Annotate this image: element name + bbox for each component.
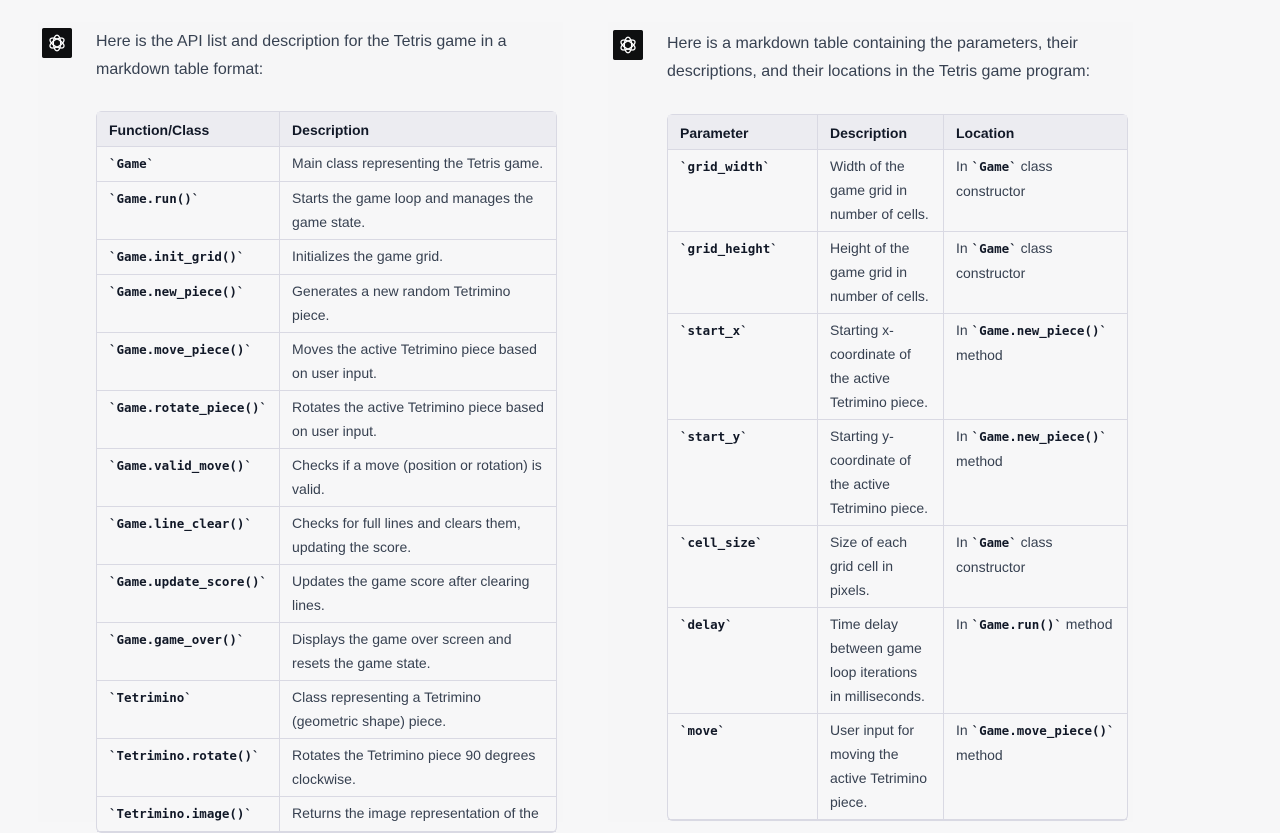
- description-cell: Rotates the Tetrimino piece 90 degrees clockwise.: [279, 739, 556, 797]
- location-cell: [943, 714, 1127, 820]
- location-suffix: class constructor: [956, 158, 1053, 199]
- inline-code: `grid_height`: [680, 241, 778, 256]
- function-name-cell: [97, 147, 279, 182]
- api-table: [96, 111, 557, 833]
- inline-code: `start_x`: [680, 323, 748, 338]
- table-row: [97, 449, 556, 507]
- inline-code: `Game`: [971, 535, 1017, 550]
- description-cell: Rotates the active Tetrimino piece based on user input.: [279, 391, 556, 449]
- column-header: Parameter: [668, 115, 817, 150]
- table-row: [97, 147, 556, 182]
- inline-code: `Game.move_piece()`: [971, 723, 1115, 738]
- parameter-cell: [668, 232, 817, 314]
- column-header: Location: [943, 115, 1127, 150]
- parameters-table: [667, 114, 1128, 821]
- column-header: Description: [817, 115, 943, 150]
- location-prefix: In: [956, 428, 972, 444]
- message-intro: Here is a markdown table containing the parameters, their descriptions, and their locations in the Tetris game program:: [667, 35, 1091, 80]
- location-cell: [943, 150, 1127, 232]
- inline-code: `delay`: [680, 617, 733, 632]
- table-row: [97, 507, 556, 565]
- inline-code: `Game.rotate_piece()`: [109, 400, 268, 415]
- location-suffix: class constructor: [956, 534, 1053, 575]
- description-cell: Size of each grid cell in pixels.: [817, 526, 943, 608]
- inline-code: `Tetrimino.rotate()`: [109, 748, 260, 763]
- description-cell: Moves the active Tetrimino piece based on user input.: [279, 333, 556, 391]
- location-suffix: method: [1061, 616, 1113, 632]
- table-row: [97, 565, 556, 623]
- inline-code: `grid_width`: [680, 159, 771, 174]
- inline-code: `cell_size`: [680, 535, 763, 550]
- description-cell: Checks if a move (position or rotation) is valid.: [279, 449, 556, 507]
- location-suffix: class constructor: [956, 240, 1053, 281]
- description-cell: Displays the game over screen and resets the game state.: [279, 623, 556, 681]
- table-row: [97, 182, 556, 240]
- function-name-cell: [97, 391, 279, 449]
- assistant-avatar: [613, 30, 643, 60]
- inline-code: `Game.new_piece()`: [109, 284, 245, 299]
- inline-code: `Game`: [971, 159, 1017, 174]
- location-prefix: In: [956, 534, 972, 550]
- message-intro: Here is the API list and description for the Tetris game in a markdown table format:: [96, 33, 507, 78]
- inline-code: `Game.valid_move()`: [109, 458, 252, 473]
- location-cell: [943, 420, 1127, 526]
- table-row: [97, 623, 556, 681]
- table-row: [97, 739, 556, 797]
- function-name-cell: [97, 797, 279, 832]
- inline-code: `Game.run()`: [109, 191, 200, 206]
- function-name-cell: [97, 333, 279, 391]
- description-cell: Checks for full lines and clears them, updating the score.: [279, 507, 556, 565]
- description-cell: Returns the image representation of the: [279, 797, 556, 832]
- table-row: [668, 420, 1127, 526]
- assistant-message-left: [38, 22, 563, 822]
- table-header-row: [97, 112, 556, 147]
- parameter-cell: [668, 714, 817, 820]
- table-row: [97, 333, 556, 391]
- table-row: [97, 240, 556, 275]
- function-name-cell: [97, 275, 279, 333]
- description-cell: Height of the game grid in number of cells.: [817, 232, 943, 314]
- inline-code: `Game.game_over()`: [109, 632, 245, 647]
- table-row: [668, 314, 1127, 420]
- parameter-cell: [668, 420, 817, 526]
- parameter-cell: [668, 608, 817, 714]
- location-cell: [943, 608, 1127, 714]
- inline-code: `Game.init_grid()`: [109, 249, 245, 264]
- openai-logo-icon: [617, 34, 639, 56]
- description-cell: Main class representing the Tetris game.: [279, 147, 556, 182]
- inline-code: `Game`: [109, 156, 155, 171]
- parameter-cell: [668, 314, 817, 420]
- inline-code: `Tetrimino.image()`: [109, 806, 252, 821]
- inline-code: `start_y`: [680, 429, 748, 444]
- function-name-cell: [97, 565, 279, 623]
- inline-code: `Game`: [971, 241, 1017, 256]
- location-cell: [943, 526, 1127, 608]
- table-row: [97, 391, 556, 449]
- location-suffix: method: [956, 747, 1003, 763]
- function-name-cell: [97, 739, 279, 797]
- function-name-cell: [97, 507, 279, 565]
- table-row: [97, 681, 556, 739]
- inline-code: `Game.line_clear()`: [109, 516, 252, 531]
- function-name-cell: [97, 681, 279, 739]
- function-name-cell: [97, 449, 279, 507]
- assistant-avatar: [42, 28, 72, 58]
- description-cell: Width of the game grid in number of cells.: [817, 150, 943, 232]
- description-cell: Starting x-coordinate of the active Tetrimino piece.: [817, 314, 943, 420]
- table-header-row: [668, 115, 1127, 150]
- table-row: [668, 232, 1127, 314]
- location-cell: [943, 232, 1127, 314]
- description-cell: Time delay between game loop iterations in milliseconds.: [817, 608, 943, 714]
- location-prefix: In: [956, 616, 972, 632]
- parameter-cell: [668, 526, 817, 608]
- inline-code: `Game.new_piece()`: [971, 323, 1108, 338]
- assistant-message-right: [608, 22, 1133, 822]
- table-row: [668, 714, 1127, 820]
- parameter-cell: [668, 150, 817, 232]
- location-prefix: In: [956, 240, 972, 256]
- description-cell: Updates the game score after clearing lines.: [279, 565, 556, 623]
- inline-code: `Tetrimino`: [109, 690, 192, 705]
- inline-code: `Game.update_score()`: [109, 574, 268, 589]
- description-cell: Class representing a Tetrimino (geometric shape) piece.: [279, 681, 556, 739]
- table-row: [668, 150, 1127, 232]
- location-prefix: In: [956, 722, 972, 738]
- location-prefix: In: [956, 158, 972, 174]
- function-name-cell: [97, 182, 279, 240]
- table-row: [97, 797, 556, 832]
- location-suffix: method: [956, 347, 1003, 363]
- table-row: [668, 526, 1127, 608]
- description-cell: Generates a new random Tetrimino piece.: [279, 275, 556, 333]
- table-row: [668, 608, 1127, 714]
- description-cell: User input for moving the active Tetrimino piece.: [817, 714, 943, 820]
- column-header: Description: [279, 112, 556, 147]
- description-cell: Starts the game loop and manages the game state.: [279, 182, 556, 240]
- description-cell: Starting y-coordinate of the active Tetrimino piece.: [817, 420, 943, 526]
- inline-code: `Game.move_piece()`: [109, 342, 252, 357]
- column-header: Function/Class: [97, 112, 279, 147]
- table-row: [97, 275, 556, 333]
- location-cell: [943, 314, 1127, 420]
- location-suffix: method: [956, 453, 1003, 469]
- inline-code: `Game.run()`: [971, 617, 1062, 632]
- location-prefix: In: [956, 322, 972, 338]
- openai-logo-icon: [46, 32, 68, 54]
- function-name-cell: [97, 240, 279, 275]
- function-name-cell: [97, 623, 279, 681]
- inline-code: `Game.new_piece()`: [971, 429, 1108, 444]
- description-cell: Initializes the game grid.: [279, 240, 556, 275]
- inline-code: `move`: [680, 723, 726, 738]
